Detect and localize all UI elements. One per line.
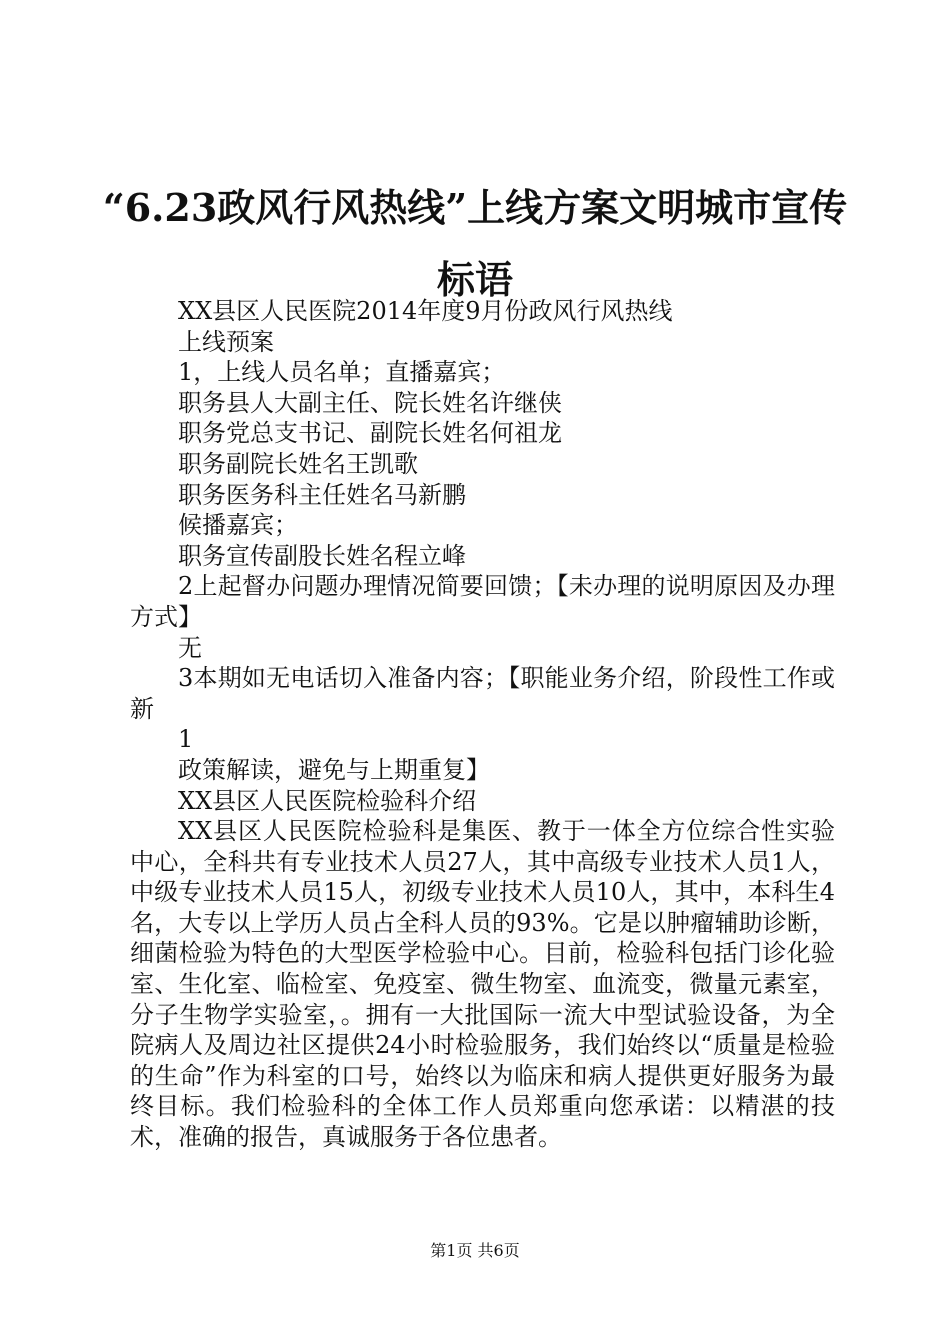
document-title: “6.23政风行风热线”上线方案文明城市宣传标语: [102, 185, 848, 302]
paragraph: 1: [178, 725, 194, 754]
paragraph: XX县区人民医院2014年度9月份政风行风热线: [178, 297, 673, 325]
paragraph: 无: [178, 633, 202, 662]
paragraph: 1，上线人员名单；直播嘉宾；: [178, 358, 506, 387]
paragraph: 职务副院长姓名王凯歌: [178, 449, 418, 478]
paragraph: 职务宣传副股长姓名程立峰: [178, 541, 466, 570]
paragraph: 3本期如无电话切入准备内容；【职能业务介绍，阶段性工作或新: [130, 664, 835, 723]
paragraph: XX县区人民医院检验科介绍: [178, 786, 477, 815]
paragraph: 职务医务科主任姓名马新鹏: [178, 480, 466, 509]
paragraph: 职务党总支书记、副院长姓名何祖龙: [178, 419, 562, 448]
paragraph: 上线预案: [178, 327, 274, 356]
paragraph: 候播嘉宾；: [178, 511, 298, 540]
page-footer: 第1页 共6页: [430, 1241, 520, 1260]
paragraph: 2上起督办问题办理情况简要回馈；【未办理的说明原因及办理方式】: [130, 572, 835, 631]
paragraph: XX县区人民医院检验科是集医、教于一体全方位综合性实验中心，全科共有专业技术人员27人，其中高级专业技术人员1人，中级专业技术人员15人，初级专业技术人员10人，其中，本科生4名，大专以上学历人员占全科人员的93%。它是以肿瘤辅助诊断，细菌检验为特色的大型医学检验中心。目前，检验科包括门诊化验室、生化室、临检室、免疫室、微生物室、血流变，微量元素室，分子生物学实验室，。拥有一大批国际一流大中型试验设备，为全院病人及周边社区提供24小时检验服务，我们始终以“质量是检验的生命”作为科室的口号，始终以为临床和病人提供更好服务为最终目标。我们检验科的全体工作人员郑重向您承诺：以精湛的技术，准确的报告，真诚服务于各位患者。: [130, 817, 835, 1152]
paragraph: 职务县人大副主任、院长姓名许继侠: [178, 388, 562, 417]
document-body: [130, 296, 835, 1153]
paragraph: 政策解读，避免与上期重复】: [178, 755, 490, 784]
